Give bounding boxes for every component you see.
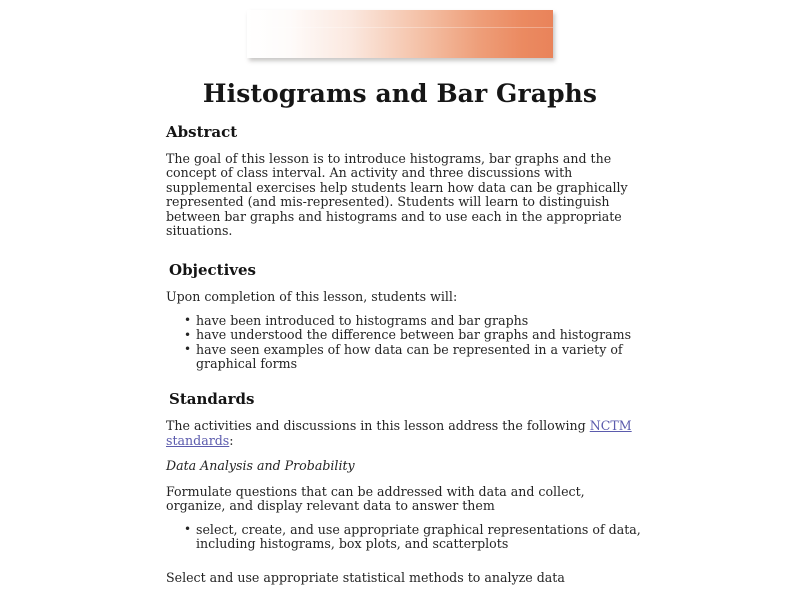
section-heading-abstract: Abstract — [166, 123, 238, 141]
standards-list — [166, 523, 644, 552]
page-title: Histograms and Bar Graphs — [202, 79, 598, 108]
section-heading-objectives: Objectives — [169, 261, 256, 280]
objectives-intro: Upon completion of this lesson, students will: — [166, 289, 458, 305]
document-content — [166, 124, 644, 597]
abstract-paragraph: The goal of this lesson is to introduce histograms, bar graphs and the concept of class interval. An activity and three discussions with supplemental exercises help students learn how data can be graphically represented (and mis-represented). Students will learn to distinguish between bar graphs and histograms and to use each in the appropriate situations. — [166, 151, 628, 239]
section-heading-standards: Standards — [169, 390, 255, 409]
standards-intro — [166, 419, 644, 448]
header-banner-area — [0, 10, 800, 60]
list-item: • have been introduced to histograms and bar graphs — [166, 314, 644, 328]
standards-intro-text-after: : — [229, 432, 234, 448]
list-item: • select, create, and use appropriate graphical representations of data, including histograms, box plots, and scatterplots — [166, 523, 644, 552]
standards-strand-label: Data Analysis and Probability — [166, 458, 355, 474]
list-item: • have seen examples of how data can be represented in a variety of graphical forms — [166, 343, 644, 372]
nctm-standards-link[interactable]: NCTM standards — [166, 418, 632, 448]
header-gradient-banner — [247, 10, 553, 58]
standards-paragraph-2: Select and use appropriate statistical methods to analyze data — [166, 570, 565, 586]
standards-paragraph-1: Formulate questions that can be addressed with data and collect, organize, and display relevant data to answer them — [166, 483, 585, 514]
objectives-list — [166, 314, 644, 372]
standards-intro-text-before: The activities and discussions in this lesson address the following — [166, 418, 590, 434]
list-item: • have understood the difference between bar graphs and histograms — [166, 328, 644, 342]
